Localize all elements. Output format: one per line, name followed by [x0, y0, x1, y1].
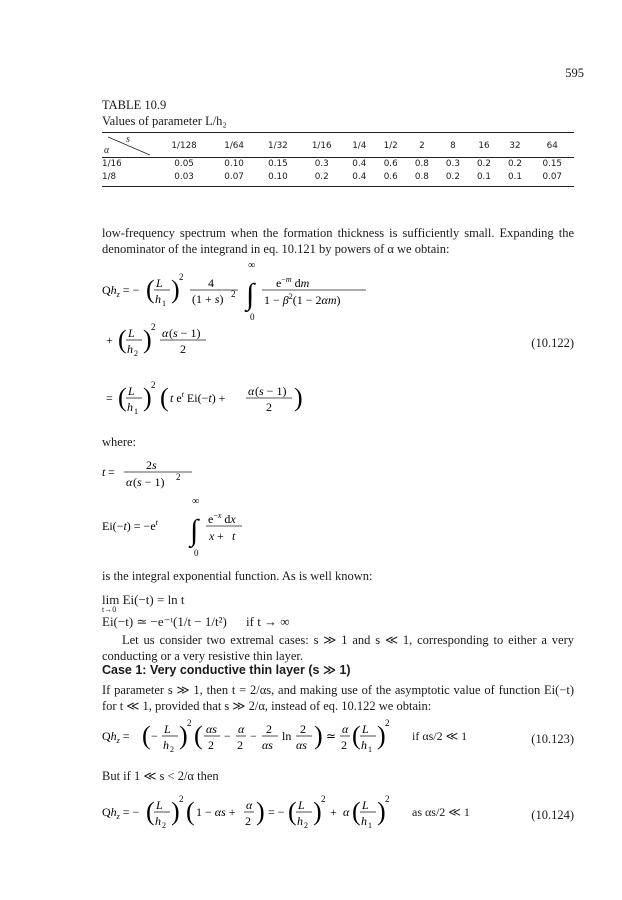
table-subtitle: Values of parameter L/h₂: [102, 114, 227, 128]
asymptotic-condition: if t → ∞: [246, 614, 290, 629]
svg-text:): ): [179, 721, 188, 750]
svg-text:1 − αs +: 1 − αs +: [196, 805, 236, 819]
svg-text:=: =: [108, 465, 115, 479]
equation-t-definition: [96, 452, 296, 494]
svg-text:= −: = −: [268, 805, 285, 819]
svg-text:1: 1: [162, 299, 166, 308]
svg-text:e−m dm: $e^{-m}$ dm: [276, 275, 310, 290]
svg-text:0: 0: [194, 548, 199, 558]
equation-label: (10.123): [531, 732, 574, 746]
svg-text:1: 1: [134, 407, 138, 416]
svg-text:≃: ≃: [326, 729, 337, 743]
table-cell: 0.3: [445, 158, 460, 169]
svg-text:L: L: [128, 384, 135, 398]
svg-text:2: 2: [304, 821, 308, 830]
svg-text:2: 2: [151, 322, 156, 332]
svg-text:): ): [313, 797, 322, 826]
svg-text:4: 4: [208, 276, 214, 290]
svg-text:t et Ei(−t) +: t $e^t$ Ei(−t) +: [170, 390, 226, 405]
svg-text:α: α: [238, 722, 245, 736]
svg-text:αs: αs: [262, 738, 273, 752]
svg-text:): ): [314, 721, 323, 750]
svg-text:−: −: [151, 729, 158, 743]
column-header: 1/128: [171, 141, 197, 151]
table-cell: 0.1: [507, 171, 522, 182]
column-header: 1/4: [352, 141, 367, 151]
svg-text:α: α: [246, 798, 253, 812]
table-cell: 0.3: [314, 158, 329, 169]
svg-text:1: 1: [368, 745, 372, 754]
table-bottom-rule: [102, 186, 574, 187]
where-label: where:: [102, 435, 137, 449]
equation-label: (10.122): [531, 336, 574, 350]
svg-text:2: 2: [266, 722, 272, 736]
table-cell: 0.07: [542, 171, 563, 182]
svg-text:Qhz =: $Qh_z$ =: [102, 729, 130, 745]
section-heading-case-1: Case 1: Very conductive thin layer (s ≫ 1): [102, 663, 351, 677]
condition-10-124: as αs/2 ≪ 1: [412, 805, 470, 819]
svg-text:Qhz = −: $Qh_z$ = −: [102, 805, 140, 821]
svg-text:2: 2: [179, 794, 184, 804]
svg-text:L: L: [128, 326, 135, 340]
table-cell: 0.6: [383, 171, 398, 182]
paragraph-case-1: If parameter s ≫ 1, then t = 2/αs, and making use of the asymptotic value of function Ei(−t) for t ≪ 1, provided that s ≫ 2/α, instead of eq. 10.122 we obtain:: [102, 683, 574, 713]
limit-equation: lim Ei(−t) = ln t: [102, 592, 185, 607]
svg-text:2: 2: [180, 342, 186, 356]
column-header: 1/64: [224, 141, 244, 151]
svg-text:Ei(−t) = −et: $Ei(-t) = -e^t$: [102, 518, 158, 533]
svg-text:α: α: [248, 384, 255, 398]
svg-text:α: α: [343, 805, 350, 819]
svg-text:h: h: [361, 814, 367, 828]
paragraph-expansion: low-frequency spectrum when the formation thickness is sufficiently small. Expanding the denominator of the integrand in eq. 10.121 by powers of α we obtain:: [102, 226, 574, 256]
svg-text:t: t: [102, 465, 106, 479]
table-cell: 0.07: [224, 171, 244, 182]
svg-text:2: 2: [300, 722, 306, 736]
svg-text:(s − 1): (s − 1): [255, 384, 287, 398]
column-header: 2: [419, 141, 425, 151]
svg-text:(: (: [352, 721, 361, 750]
svg-text:∞: ∞: [192, 496, 200, 507]
svg-text:h: h: [361, 738, 367, 752]
svg-text:2: 2: [385, 794, 390, 804]
svg-text:2: 2: [231, 289, 236, 299]
equation-10-122: [96, 258, 396, 378]
table-cell: 0.2: [445, 171, 460, 182]
svg-text:): ): [256, 797, 265, 826]
table-cell: 0.03: [174, 171, 194, 182]
table-cell: 0.10: [268, 171, 288, 182]
page-number: 595: [565, 66, 584, 80]
row-label: 1/8: [102, 171, 117, 182]
svg-text:L: L: [362, 722, 369, 736]
svg-text:): ): [377, 721, 386, 750]
table-cell: 0.6: [383, 158, 398, 169]
svg-text:L: L: [156, 276, 163, 290]
paragraph-extremal-cases: Let us consider two extremal cases: s ≫ 1 and s ≪ 1, corresponding to either a very conducting or a very resistive thin layer.: [102, 633, 574, 663]
svg-text:∫: ∫: [190, 514, 199, 547]
svg-text:∫: ∫: [246, 278, 255, 311]
svg-text:2: 2: [266, 400, 272, 414]
svg-text:t: t: [232, 529, 236, 543]
svg-text:∞: ∞: [248, 260, 256, 271]
table-cell: 0.4: [352, 158, 367, 169]
equation-10-124: [96, 790, 456, 838]
svg-text:2: 2: [321, 794, 326, 804]
svg-text:2: 2: [151, 380, 156, 390]
svg-text:h: h: [127, 400, 133, 414]
paragraph-but-if: But if 1 ≪ s < 2/α then: [102, 769, 219, 783]
svg-text:h: h: [297, 814, 303, 828]
equation-10-123: [96, 714, 456, 762]
table-row: [102, 157, 574, 170]
svg-text:L: L: [156, 798, 163, 812]
column-header: 16: [478, 141, 490, 151]
svg-text:(: (: [160, 383, 169, 412]
table-cell: 0.15: [542, 158, 563, 169]
svg-text:L: L: [164, 722, 171, 736]
equation-10-122-result: [96, 378, 396, 428]
table-cell: 0.2: [314, 171, 329, 182]
table-corner-cell: [102, 135, 156, 157]
column-header: 8: [450, 141, 456, 151]
svg-text:h: h: [155, 292, 161, 306]
column-header: 64: [546, 141, 558, 151]
svg-text:(1 + s): (1 + s): [192, 292, 224, 306]
row-label: 1/16: [102, 158, 122, 169]
svg-text:2: 2: [179, 272, 184, 282]
svg-text:(: (: [146, 275, 155, 304]
svg-text:−: −: [224, 729, 231, 743]
svg-text:αs: αs: [296, 738, 307, 752]
table-cell: 0.8: [414, 158, 429, 169]
svg-text:α: α: [162, 326, 169, 340]
equation-ei-definition: [96, 494, 296, 558]
condition-10-123: if αs/2 ≪ 1: [412, 729, 468, 743]
svg-text:): ): [294, 383, 303, 412]
svg-text:(: (: [118, 325, 127, 354]
svg-text:0: 0: [250, 312, 255, 322]
svg-text:(: (: [352, 797, 361, 826]
table-row: [102, 170, 574, 183]
svg-text:αs: αs: [206, 722, 217, 736]
table-caption: TABLE 10.9: [102, 98, 167, 112]
svg-text:ln: ln: [282, 729, 292, 743]
column-header: 1/2: [383, 141, 398, 151]
svg-text:(: (: [288, 797, 297, 826]
svg-text:2s: 2s: [146, 458, 157, 472]
equation-label: (10.124): [531, 808, 574, 822]
svg-text:): ): [377, 797, 386, 826]
svg-text:2: 2: [162, 821, 166, 830]
svg-text:): ): [171, 797, 180, 826]
table-cell: 0.15: [268, 158, 288, 169]
svg-text:L: L: [298, 798, 305, 812]
table-cell: 0.8: [414, 171, 429, 182]
svg-text:Qhz = −: $Qh_z$ = −: [102, 283, 140, 299]
svg-text:(: (: [142, 721, 151, 750]
asymptotic-equation: Ei(−t) ≃ −e⁻ᵗ(1/t − 1/t²): [102, 614, 227, 629]
svg-text:(: (: [146, 797, 155, 826]
svg-text:α: α: [126, 475, 133, 489]
svg-text:): ): [143, 383, 152, 412]
svg-text:=: =: [106, 391, 113, 405]
table-cell: 0.4: [352, 171, 367, 182]
svg-text:+: +: [330, 805, 337, 819]
svg-text:2: 2: [187, 718, 192, 728]
svg-text:2: 2: [176, 472, 181, 482]
svg-text:2: 2: [341, 738, 347, 752]
limit-subscript: t→0: [102, 605, 117, 614]
table-cell: 0.05: [174, 158, 194, 169]
row-variable-label: α: [104, 145, 110, 156]
paragraph-integral-description: is the integral exponential function. As is well known:: [102, 569, 373, 583]
svg-text:2: 2: [134, 349, 138, 358]
svg-text:x: x: [209, 529, 215, 543]
column-header: 1/16: [311, 141, 332, 151]
column-variable-label: s: [126, 134, 130, 145]
svg-text:2: 2: [170, 745, 174, 754]
svg-text:e−x dx: $e^{-x}$ dx: [208, 511, 236, 526]
svg-text:+: +: [106, 333, 113, 347]
svg-text:(: (: [186, 797, 195, 826]
table-cell: 0.10: [224, 158, 244, 169]
table-cell: 0.2: [507, 158, 522, 169]
svg-text:2: 2: [208, 738, 214, 752]
svg-text:2: 2: [385, 718, 390, 728]
table-header-row: [102, 135, 574, 157]
svg-text:2: 2: [237, 738, 243, 752]
svg-text:h: h: [155, 814, 161, 828]
column-header: 1/32: [268, 141, 288, 151]
svg-text:(s − 1): (s − 1): [133, 475, 165, 489]
svg-text:h: h: [163, 738, 169, 752]
column-header: 32: [509, 141, 521, 151]
table-top-rule: [102, 132, 574, 133]
parameter-table: [102, 135, 574, 183]
svg-text:1: 1: [368, 821, 372, 830]
svg-text:(: (: [194, 721, 203, 750]
svg-text:h: h: [127, 342, 133, 356]
svg-text:−: −: [250, 729, 257, 743]
svg-text:L: L: [362, 798, 369, 812]
table-cell: 0.1: [476, 171, 491, 182]
svg-text:2: 2: [245, 814, 251, 828]
svg-text:+: +: [217, 529, 224, 543]
table-cell: 0.2: [476, 158, 491, 169]
svg-text:(: (: [118, 383, 127, 412]
svg-text:(s − 1): (s − 1): [169, 326, 201, 340]
svg-text:α: α: [342, 722, 349, 736]
svg-text:): ): [171, 275, 180, 304]
svg-text:): ): [143, 325, 152, 354]
svg-text:1 − β2(1 − 2αm): $1 - \beta^2(1 - 2\alpha m)$: [264, 292, 341, 307]
